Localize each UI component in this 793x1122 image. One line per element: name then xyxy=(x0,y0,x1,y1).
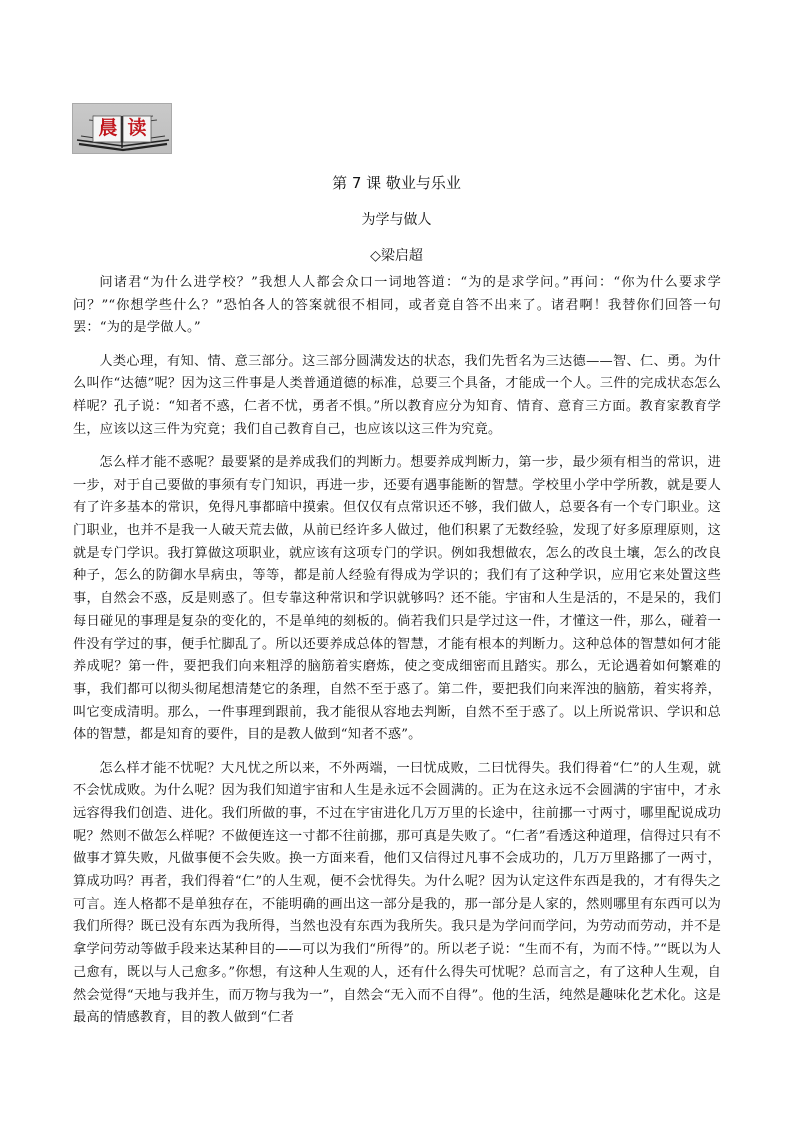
lesson-title: 第 7 课 敬业与乐业 xyxy=(332,174,461,192)
paragraph: 人类心理，有知、情、意三部分。这三部分圆满发达的状态，我们先哲名为三达德——智、仁、勇。为什么叫作“达德”呢？因为这三件事是人类普通道德的标准，总要三个具备，才能成一个人。三件的完成状态怎么样呢？孔子说：“知者不惑，仁者不忧，勇者不惧。”所以教育应分为知育、情育、意育三方面。教育家教育学生，应该以这三件为究竟；我们自己教育自己，也应该以这三件为究竟。 xyxy=(73,353,721,437)
paragraph: 问诸君“为什么进学校？”我想人人都会众口一词地答道：“为的是求学问。”再问：“你为什么要求学问？”“你想学些什么？”恐怕各人的答案就很不相同，或者竟自答不出来了。诸君啊！我替你们回答一句罢：“为的是学做人。” xyxy=(73,275,721,336)
logo-char-morning: 晨 xyxy=(98,117,118,139)
paragraph: 怎么样才能不忧呢？大凡忧之所以来，不外两端，一曰忧成败，二曰忧得失。我们得着“仁”的人生观，就不会忧成败。为什么呢？因为我们知道宇宙和人生是永远不会圆满的。正为在这永远不会圆满的宇宙中，才永远容得我们创造、进化。我们所做的事，不过在宇宙进化几万万里的长途中，往前挪一寸两寸，哪里配说成功呢？然则不做怎么样呢？不做便连这一寸都不往前挪，那可真是失败了。“仁者”看透这种道理，信得过只有不做事才算失败，凡做事便不会失败。换一方面来看，他们又信得过凡事不会成功的，几万万里路挪了一两寸，算成功吗？再者，我们得着“仁”的人生观，便不会忧得失。为什么呢？因为认定这件东西是我的，才有得失之可言。连人格都不是单独存在，不能明确的画出这一部分是我的，那一部分是人家的，然则哪里有东西可以为我们所得？既已没有东西为我所得，当然也没有东西为我所失。我只是为学问而学问，为劳动而劳动，并不是拿学问劳动等做手段来达某种目的——可以为我们“所得”的。所以老子说：“生而不有，为而不恃。”“既以为人己愈有，既以与人己愈多。”你想，有这种人生观的人，还有什么得失可忧呢？总而言之，有了这种人生观，自然会觉得“天地与我并生，而万物与我为一”，自然会“无入而不自得”。他的生活，纯然是趣味化艺术化。这是最高的情感教育，目的教人做到“仁者 xyxy=(73,760,721,1026)
paragraph: 怎么样才能不惑呢？最要紧的是养成我们的判断力。想要养成判断力，第一步，最少须有相当的常识，进一步，对于自己要做的事须有专门知识，再进一步，还要有遇事能断的智慧。学校里小学中学所教，就是要人有了许多基本的常识，免得凡事都暗中摸索。但仅仅有点常识还不够，我们做人，总要各有一个专门职业。这门职业，也并不是我一人破天荒去做，从前已经许多人做过，他们积累了无数经验，发现了好多原理原则，这就是专门学识。我打算做这项职业，就应该有这项专门的学识。例如我想做农，怎么的改良土壤，怎么的改良种子，怎么的防御水旱病虫，等等，都是前人经验有得成为学识的；我们有了这种学识，应用它来处置这些事，自然会不惑，反是则惑了。但专靠这种常识和学识就够吗？还不能。宇宙和人生是活的，不是呆的，我们每日碰见的事理是复杂的变化的，不是单纯的刻板的。倘若我们只是学过这一件，才懂这一件，那么，碰着一件没有学过的事，便手忙脚乱了。所以还要养成总体的智慧，才能有根本的判断力。这种总体的智慧如何才能养成呢？第一件，要把我们向来粗浮的脑筋着实磨炼，使之变成细密而且踏实。那么，无论遇着如何繁难的事，我们都可以彻头彻尾想清楚它的条理，自然不至于惑了。第二件，要把我们向来浑浊的脑筋，着实将养，叫它变成清明。那么，一件事理到跟前，我才能很从容地去判断，自然不至于惑了。以上所说常识、学识和总体的智慧，都是知育的要件，目的是教人做到“知者不惑”。 xyxy=(73,454,721,743)
article-title: 为学与做人 xyxy=(361,212,432,228)
article-body xyxy=(73,272,721,1041)
open-book-icon xyxy=(73,104,172,154)
logo-char-read: 读 xyxy=(127,117,147,139)
author-line: ◇梁启超 xyxy=(370,248,423,264)
chendu-logo xyxy=(72,103,172,154)
